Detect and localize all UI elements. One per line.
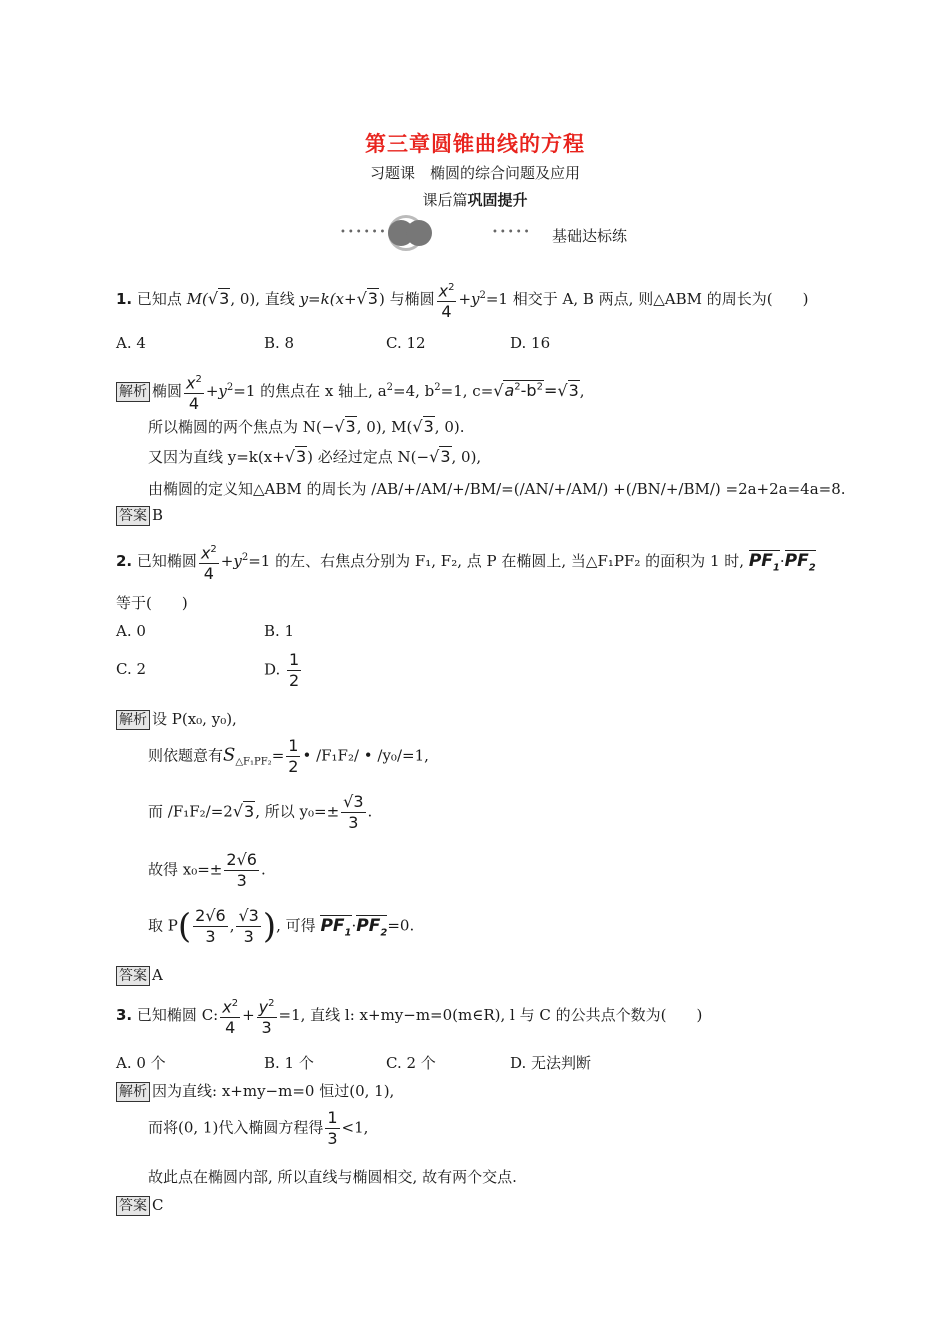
page-title: 第三章圆锥曲线的方程 [365,132,585,156]
option-a: A. 4 [116,334,146,352]
banner-dots-right: ••••• [492,227,532,238]
option-c: C. 2 个 [386,1054,436,1072]
fraction: $\frac{x^2}{4}$ [199,540,219,584]
sqrt-expr: √3 [356,289,378,309]
sqrt-expr: √3 [207,289,230,309]
analysis-tag: 解析 [116,382,150,402]
option-b: B. 8 [264,334,295,352]
analysis-line: 解析 椭圆 $\frac{x^2}{4}$ $+y^2=1$ 的焦点在 x 轴上, $a^2=4$, $b^2=1$, $c=√a^2-b^2=√3$, [116,370,585,414]
analysis-line: 而 /F₁F₂/=2√3, 所以 y₀=± $\frac{√3}{3}$ . [148,792,373,832]
fraction: $\frac{x^2}{4}$ [437,278,457,322]
option-d: D. 16 [510,334,551,352]
banner-label: 基础达标练 [552,227,628,245]
question-number: 1. [116,290,133,309]
question-number: 3. [116,1006,133,1025]
question-text: =1 相交于 A, B 两点, 则△ABM 的周长为( ) [485,290,809,309]
answer-tag: 答案 [116,966,150,986]
answer-tag: 答案 [116,506,150,526]
question-1: 1. 已知点 M(√3, 0), 直线 y=k(x+√3) 与椭圆 $\frac{x^2}{4}$ $+y^2=1$ 相交于 A, B 两点, 则△ABM 的周长为( ) [116,278,808,322]
option-c: C. 12 [386,334,426,352]
analysis-line: 解析 因为直线: x+my−m=0 恒过(0, 1), [116,1080,394,1102]
option-d: D. $\frac{1}{2}$ [264,650,300,690]
option-b: B. 1 个 [264,1054,314,1072]
analysis-tag: 解析 [116,710,150,730]
answer-value: C [152,1196,164,1214]
section-heading [0,189,950,210]
option-b: B. 1 [264,622,295,640]
option-a: A. 0 个 [116,1054,166,1072]
analysis-line: 则依题意有$S_{\triangle F_1PF_2}=$ $\frac{1}{2}$ • /F₁F₂/ • /y₀/=1, [148,736,429,776]
question-text: +y [458,290,480,309]
question-2: 2. 已知椭圆 $\frac{x^2}{4}$ $+y^2=1$ 的左、右焦点分别为 F₁, F₂, 点 P 在椭圆上, 当△F₁PF₂ 的面积为 1 时, $PF_1\cdot PF_2$ [116,540,816,584]
option-d: D. 无法判断 [510,1054,592,1072]
sqrt-expr: $√a^2-b^2$ [493,381,543,401]
answer-line [116,966,163,986]
question-text: ) 与椭圆 [378,290,435,309]
banner-dots-left: •••••• [340,227,388,238]
answer-tag: 答案 [116,1196,150,1216]
section-prefix: 课后篇 [422,191,468,209]
question-number: 2. [116,552,133,571]
section-bold: 巩固提升 [467,191,528,209]
analysis-line: 取 P( $\frac{2√6}{3}$ , $\frac{√3}{3}$ ), 可得 $PF_1\cdot PF_2=0$. [148,906,415,947]
question-text: 等于( ) [116,594,188,612]
analysis-tag: 解析 [116,1082,150,1102]
question-text: , 0), 直线 [230,290,300,309]
analysis-line: 由椭圆的定义知△ABM 的周长为 /AB/+/AM/+/BM/=(/AN/+/AM/) +(/BN/+/BM/) =2a+2a=4a=8. [148,480,846,498]
section-banner [340,212,640,246]
answer-value: B [152,506,164,524]
analysis-line: 故此点在椭圆内部, 所以直线与椭圆相交, 故有两个交点. [148,1168,517,1186]
analysis-line: 解析 设 P(x₀, y₀), [116,708,237,730]
analysis-line: 故得 x₀=± $\frac{2√6}{3}$ . [148,850,266,890]
vector: $PF_2$ [784,551,816,574]
answer-value: A [152,966,163,984]
answer-line [116,506,163,526]
vector: $PF_1$ [748,551,780,574]
analysis-line: 而将(0, 1)代入椭圆方程得 $\frac{1}{3}$ <1, [148,1108,369,1148]
question-text: 已知点 [136,290,187,309]
option-a: A. 0 [116,622,146,640]
fraction: $\frac{x^2}{4}$ [184,370,204,414]
analysis-line: 又因为直线 y=k(x+√3) 必经过定点 N(−√3, 0), [148,447,482,466]
lesson-subtitle: 习题课 椭圆的综合问题及应用 [369,164,580,182]
answer-line [116,1196,163,1216]
question-text: y=k(x+ [299,290,357,309]
question-text: M( [186,290,208,309]
question-3: 3. 已知椭圆 C: $\frac{x^2}{4}$ + $\frac{y^2}{3}$ =1, 直线 l: x+my−m=0(m∈R), l 与 C 的公共点个数为( ) [116,994,702,1038]
sqrt-expr: √3 [557,381,579,401]
option-c: C. 2 [116,660,147,678]
circle-icon [406,220,432,246]
analysis-line: 所以椭圆的两个焦点为 N(−√3, 0), M(√3, 0). [148,417,465,436]
